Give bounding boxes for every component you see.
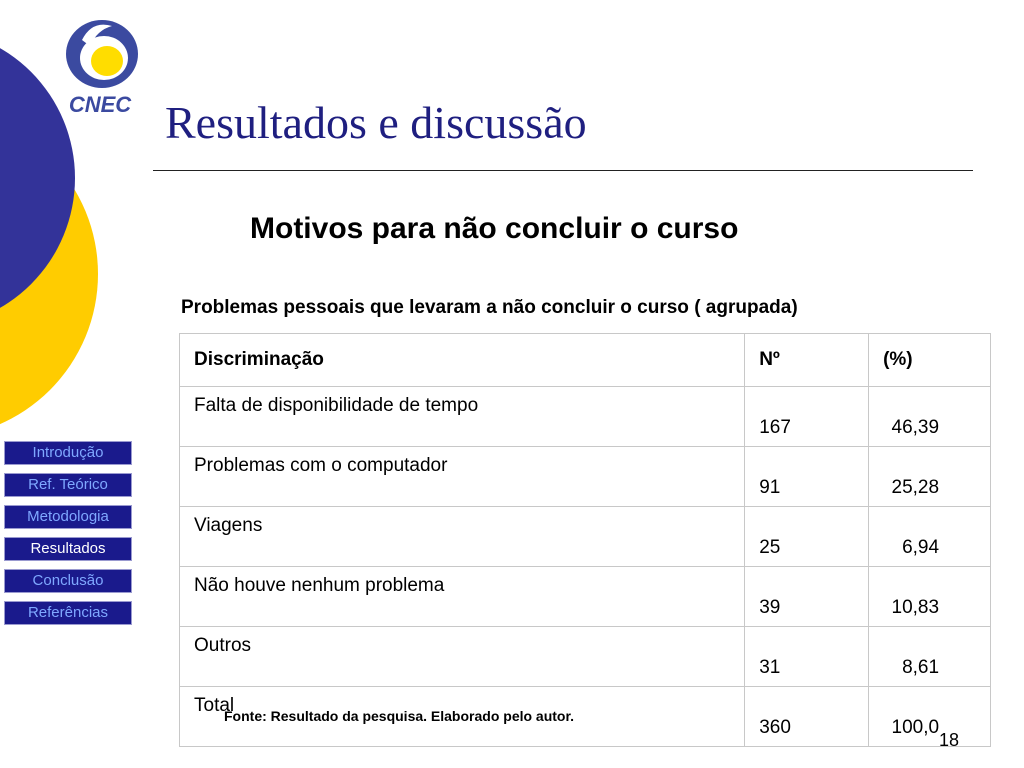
row-percent-value: 8,61 [902, 657, 940, 678]
title-divider [153, 170, 973, 171]
row-count: 39 [745, 567, 869, 627]
row-percent-value: 46,39 [891, 417, 940, 438]
row-label: Não houve nenhum problema [180, 567, 745, 627]
row-percent [869, 567, 991, 627]
table-row [180, 567, 991, 627]
table-header-row [180, 334, 991, 387]
table-row [180, 507, 991, 567]
slide-subtitle: Motivos para não concluir o curso [250, 212, 739, 245]
table-row [180, 627, 991, 687]
source-note: Fonte: Resultado da pesquisa. Elaborado pelo autor. [224, 708, 575, 724]
row-percent [869, 507, 991, 567]
table-row [180, 387, 991, 447]
row-label: Total [180, 687, 745, 747]
header-percentual: (%) [869, 334, 991, 387]
slide-title: Resultados e discussão [165, 97, 587, 148]
header-discriminacao: Discriminação [180, 334, 745, 387]
nav-button-metodologia[interactable]: Metodologia [4, 505, 132, 529]
row-count: 31 [745, 627, 869, 687]
nav-button-ref-teorico[interactable]: Ref. Teórico [4, 473, 132, 497]
row-percent-value: 100,0 [891, 717, 940, 738]
nav-button-referencias[interactable]: Referências [4, 601, 132, 625]
row-percent [869, 387, 991, 447]
row-label: Viagens [180, 507, 745, 567]
row-count: 25 [745, 507, 869, 567]
row-percent [869, 447, 991, 507]
row-percent [869, 687, 991, 747]
row-percent-value: 6,94 [902, 537, 940, 558]
row-label: Falta de disponibilidade de tempo [180, 387, 745, 447]
nav-button-introducao[interactable]: Introdução [4, 441, 132, 465]
row-percent-value: 25,28 [891, 477, 940, 498]
logo-text: CNEC [68, 92, 132, 117]
table-caption: Problemas pessoais que levaram a não concluir o curso ( agrupada) [181, 297, 798, 318]
page-number: 18 [939, 730, 960, 750]
row-label: Problemas com o computador [180, 447, 745, 507]
row-count: 91 [745, 447, 869, 507]
table-row [180, 447, 991, 507]
row-percent-value: 10,83 [891, 597, 940, 618]
row-label: Outros [180, 627, 745, 687]
results-table [179, 333, 991, 747]
header-numero: Nº [745, 334, 869, 387]
nav-button-resultados[interactable]: Resultados [4, 537, 132, 561]
nav-button-conclusao[interactable]: Conclusão [4, 569, 132, 593]
section-nav [4, 441, 134, 633]
row-count: 167 [745, 387, 869, 447]
cnec-logo [62, 10, 146, 122]
row-count: 360 [745, 687, 869, 747]
row-percent [869, 627, 991, 687]
